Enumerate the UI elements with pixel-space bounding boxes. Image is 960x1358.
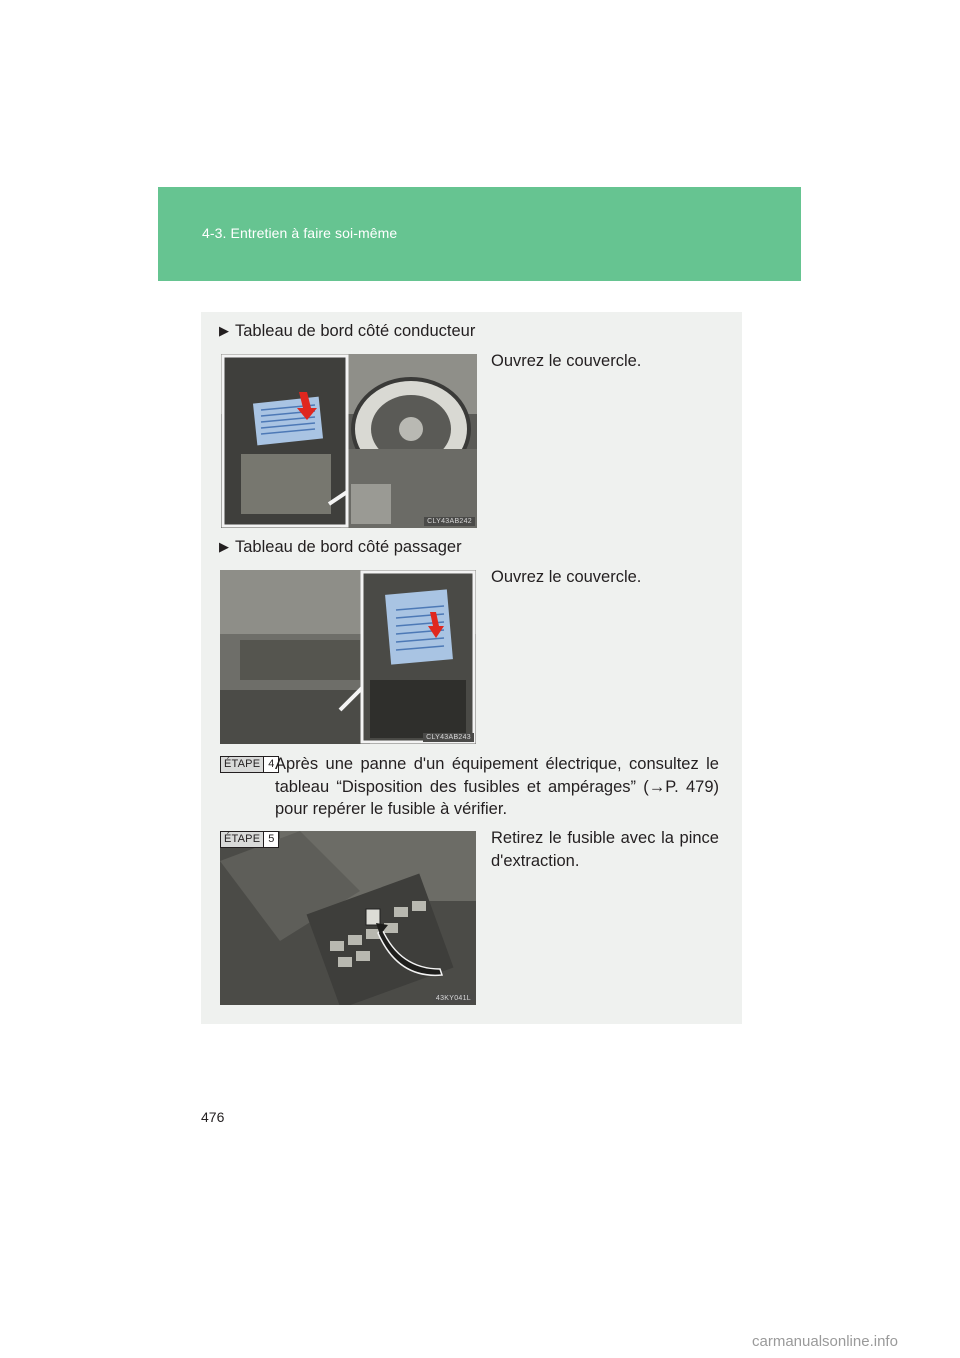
- fuse-box-illustration: [220, 831, 476, 1005]
- section-heading-text: Tableau de bord côté passager: [235, 538, 462, 556]
- section-heading-passenger: [219, 538, 462, 557]
- photo-passenger-fuse-cover: [220, 570, 476, 744]
- page-number: 476: [201, 1109, 225, 1125]
- triangle-bullet-icon: ▶: [219, 323, 229, 338]
- step-4-badge: [220, 756, 279, 773]
- content-panel: [201, 312, 742, 1024]
- caption-open-cover-driver: Ouvrez le couvercle.: [491, 352, 642, 370]
- section-header-band: [158, 187, 801, 281]
- step-4-text-line2: pour repérer le fusible à vérifier.: [275, 800, 508, 818]
- step-number: 5: [263, 832, 278, 847]
- step-number: 4: [263, 757, 278, 772]
- step-5-text: Retirez le fusible avec la pince d'extraction.: [491, 829, 719, 870]
- step-label: ÉTAPE: [221, 757, 263, 772]
- image-code: CLY43AB243: [423, 733, 474, 742]
- section-heading-driver: [219, 322, 475, 341]
- triangle-bullet-icon: ▶: [219, 539, 229, 554]
- caption-open-cover-passenger: Ouvrez le couvercle.: [491, 568, 642, 586]
- step-4-text-line1: Après une panne d'un équipement électrique, consultez le tableau “Disposition des fusibles et ampérages” (→P. 479): [275, 755, 719, 796]
- section-heading-text: Tableau de bord côté conducteur: [235, 322, 476, 340]
- photo-fuse-box-puller: [220, 831, 476, 1005]
- passenger-dashboard-illustration: [220, 570, 476, 744]
- image-code: 43KY041L: [433, 994, 474, 1003]
- image-code: CLY43AB242: [424, 517, 475, 526]
- fuse-puller-icon: [366, 909, 380, 925]
- section-title: 4-3. Entretien à faire soi-même: [202, 225, 398, 241]
- step-5-badge: [220, 831, 279, 848]
- watermark: carmanualsonline.info: [752, 1333, 898, 1350]
- photo-driver-fuse-cover: [221, 354, 477, 528]
- step-label: ÉTAPE: [221, 832, 263, 847]
- driver-dashboard-illustration: [221, 354, 477, 528]
